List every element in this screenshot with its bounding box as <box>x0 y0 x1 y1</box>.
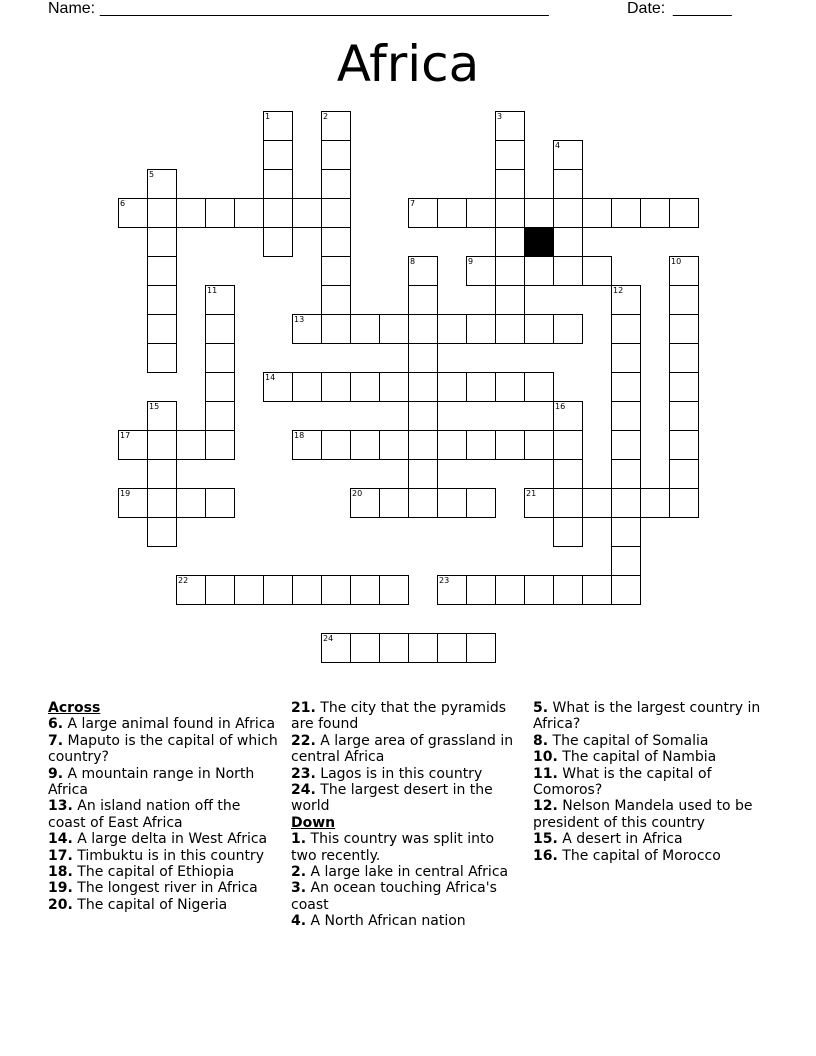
crossword-cell[interactable] <box>466 372 496 402</box>
crossword-cell[interactable] <box>553 169 583 199</box>
crossword-cell[interactable] <box>524 575 554 605</box>
clue-text: The longest river in Africa <box>77 880 258 897</box>
crossword-cell[interactable] <box>524 314 554 344</box>
crossword-cell[interactable] <box>553 459 583 489</box>
crossword-cell[interactable] <box>321 633 351 663</box>
clue-number: 9. <box>48 765 64 782</box>
crossword-cell[interactable] <box>408 401 438 431</box>
crossword-cell[interactable] <box>205 575 235 605</box>
clue-item <box>533 733 773 749</box>
blocked-cell <box>524 227 554 257</box>
crossword-cell[interactable] <box>408 285 438 315</box>
clue-text: What is the capital of Comoros? <box>533 765 712 799</box>
clue-number-label: 6 <box>120 199 126 208</box>
clue-item <box>48 716 280 732</box>
crossword-cell[interactable] <box>176 488 206 518</box>
clue-text: The capital of Morocco <box>562 847 721 864</box>
crossword-cell[interactable] <box>495 575 525 605</box>
clue-text: The largest desert in the world <box>291 782 493 815</box>
crossword-cell[interactable] <box>640 198 670 228</box>
down-clue-list-continued <box>533 700 773 864</box>
crossword-cell[interactable] <box>176 575 206 605</box>
clue-number: 15. <box>533 831 558 848</box>
clue-number: 2. <box>291 864 307 881</box>
clue-item <box>533 749 773 765</box>
clue-number: 14. <box>48 831 73 848</box>
date-label: Date: <box>627 0 666 17</box>
crossword-cell[interactable] <box>176 198 206 228</box>
crossword-cell[interactable] <box>263 169 293 199</box>
clue-number-label: 19 <box>120 489 131 498</box>
crossword-cell[interactable] <box>611 401 641 431</box>
clue-item <box>48 880 280 896</box>
name-label: Name: <box>48 0 96 17</box>
clue-number-label: 17 <box>120 431 131 440</box>
crossword-cell[interactable] <box>350 314 380 344</box>
crossword-cell[interactable] <box>205 343 235 373</box>
clue-text: What is the largest country in Africa? <box>533 700 761 733</box>
clue-text: The capital of Nambia <box>562 749 717 766</box>
clue-column-2 <box>291 700 523 930</box>
clue-number: 18. <box>48 864 73 881</box>
crossword-cell[interactable] <box>669 314 699 344</box>
clue-number: 24. <box>291 782 316 799</box>
crossword-cell[interactable] <box>408 372 438 402</box>
clue-item <box>48 798 280 831</box>
crossword-cell[interactable] <box>147 401 177 431</box>
crossword-cell[interactable] <box>321 372 351 402</box>
crossword-cell[interactable] <box>582 488 612 518</box>
crossword-cell[interactable] <box>147 227 177 257</box>
clue-number: 17. <box>48 847 73 864</box>
crossword-cell[interactable] <box>263 227 293 257</box>
clue-text: A desert in Africa <box>562 831 683 848</box>
crossword-cell[interactable] <box>611 314 641 344</box>
crossword-cell[interactable] <box>263 372 293 402</box>
crossword-cell[interactable] <box>118 488 148 518</box>
crossword-cell[interactable] <box>205 372 235 402</box>
across-clue-list <box>48 716 280 913</box>
crossword-cell[interactable] <box>466 314 496 344</box>
crossword-cell[interactable] <box>553 227 583 257</box>
clue-number: 10. <box>533 749 558 766</box>
clue-number-label: 21 <box>526 489 537 498</box>
crossword-cell[interactable] <box>669 459 699 489</box>
crossword-cell[interactable] <box>611 343 641 373</box>
clue-number-label: 2 <box>323 112 329 121</box>
crossword-cell[interactable] <box>553 401 583 431</box>
crossword-cell[interactable] <box>669 256 699 286</box>
crossword-cell[interactable] <box>611 285 641 315</box>
across-heading: Across <box>48 700 101 716</box>
clue-text: An island nation off the coast of East Africa <box>48 798 241 831</box>
crossword-cell[interactable] <box>350 430 380 460</box>
crossword-cell[interactable] <box>466 198 496 228</box>
crossword-cell[interactable] <box>147 198 177 228</box>
crossword-cell[interactable] <box>437 575 467 605</box>
clue-number-label: 8 <box>410 257 416 266</box>
page-title: Africa <box>336 35 480 93</box>
crossword-cell[interactable] <box>524 430 554 460</box>
crossword-cell[interactable] <box>321 285 351 315</box>
clue-number-label: 13 <box>294 315 305 324</box>
crossword-cell[interactable] <box>147 285 177 315</box>
clue-text: A large delta in West Africa <box>77 831 268 848</box>
crossword-cell[interactable] <box>350 575 380 605</box>
clue-item <box>533 766 773 799</box>
crossword-cell[interactable] <box>611 517 641 547</box>
clue-text: The capital of Ethiopia <box>77 864 235 881</box>
crossword-cell[interactable] <box>263 575 293 605</box>
clue-number: 8. <box>533 732 549 749</box>
crossword-cell[interactable] <box>292 372 322 402</box>
crossword-cell[interactable] <box>379 575 409 605</box>
crossword-cell[interactable] <box>553 140 583 170</box>
crossword-cell[interactable] <box>466 633 496 663</box>
crossword-cell[interactable] <box>466 430 496 460</box>
clue-text: Nelson Mandela used to be president of this country <box>533 798 753 831</box>
clue-item <box>291 700 523 733</box>
crossword-cell[interactable] <box>379 633 409 663</box>
clue-item <box>291 831 523 864</box>
clue-number-label: 4 <box>555 141 561 150</box>
clue-text: Maputo is the capital of which country? <box>48 732 278 766</box>
crossword-cell[interactable] <box>321 227 351 257</box>
clue-number: 1. <box>291 831 307 848</box>
clue-number: 13. <box>48 798 73 815</box>
crossword-cell[interactable] <box>466 488 496 518</box>
clue-number-label: 3 <box>497 112 503 121</box>
crossword-cell[interactable] <box>466 256 496 286</box>
crossword-cell[interactable] <box>350 372 380 402</box>
clue-number-label: 18 <box>294 431 305 440</box>
clue-text: A mountain range in North Africa <box>48 765 255 799</box>
clue-item <box>291 733 523 766</box>
crossword-cell[interactable] <box>321 140 351 170</box>
crossword-cell[interactable] <box>350 488 380 518</box>
crossword-cell[interactable] <box>553 575 583 605</box>
crossword-cell[interactable] <box>437 198 467 228</box>
crossword-cell[interactable] <box>611 488 641 518</box>
clue-number-label: 1 <box>265 112 271 121</box>
crossword-cell[interactable] <box>147 314 177 344</box>
crossword-cell[interactable] <box>524 488 554 518</box>
crossword-cell[interactable] <box>118 198 148 228</box>
crossword-cell[interactable] <box>118 430 148 460</box>
clue-item <box>291 864 523 880</box>
crossword-cell[interactable] <box>669 401 699 431</box>
crossword-cell[interactable] <box>669 372 699 402</box>
crossword-cell[interactable] <box>379 314 409 344</box>
clue-column-1 <box>48 700 280 913</box>
crossword-cell[interactable] <box>321 314 351 344</box>
crossword-cell[interactable] <box>292 430 322 460</box>
clue-number: 20. <box>48 896 73 913</box>
crossword-cell[interactable] <box>582 256 612 286</box>
crossword-cell[interactable] <box>553 488 583 518</box>
crossword-cell[interactable] <box>408 430 438 460</box>
crossword-cell[interactable] <box>408 459 438 489</box>
crossword-cell[interactable] <box>553 430 583 460</box>
down-heading: Down <box>291 814 336 831</box>
crossword-cell[interactable] <box>437 633 467 663</box>
clue-number-label: 11 <box>207 286 218 295</box>
crossword-cell[interactable] <box>437 314 467 344</box>
crossword-cell[interactable] <box>408 314 438 344</box>
crossword-cell[interactable] <box>553 314 583 344</box>
crossword-cell[interactable] <box>611 459 641 489</box>
crossword-cell[interactable] <box>495 285 525 315</box>
clue-number-label: 12 <box>613 286 624 295</box>
clue-text: The city that the pyramids are found <box>291 700 507 733</box>
crossword-cell[interactable] <box>205 314 235 344</box>
crossword-cell[interactable] <box>495 314 525 344</box>
crossword-cell[interactable] <box>379 488 409 518</box>
across-clue-list-continued <box>291 700 523 815</box>
crossword-cell[interactable] <box>466 575 496 605</box>
clue-text: A large area of grassland in central Africa <box>291 732 514 766</box>
date-blank[interactable]: _______ <box>673 0 732 17</box>
crossword-cell[interactable] <box>205 430 235 460</box>
crossword-cell[interactable] <box>408 343 438 373</box>
clue-number: 21. <box>291 700 316 716</box>
clue-item <box>48 848 280 864</box>
crossword-cell[interactable] <box>321 575 351 605</box>
clue-number: 6. <box>48 716 64 733</box>
crossword-cell[interactable] <box>234 198 264 228</box>
clue-item <box>48 831 280 847</box>
crossword-cell[interactable] <box>205 488 235 518</box>
crossword-cell[interactable] <box>147 343 177 373</box>
clue-number: 3. <box>291 880 307 897</box>
crossword-cell[interactable] <box>408 198 438 228</box>
clue-number-label: 20 <box>352 489 363 498</box>
clue-text: The capital of Nigeria <box>77 896 228 913</box>
clue-text: A large lake in central Africa <box>310 864 509 881</box>
crossword-cell[interactable] <box>292 198 322 228</box>
crossword-cell[interactable] <box>147 430 177 460</box>
clue-number-label: 23 <box>439 576 450 585</box>
clue-number: 11. <box>533 765 558 782</box>
crossword-cell[interactable] <box>524 198 554 228</box>
crossword-cell[interactable] <box>263 111 293 141</box>
crossword-cell[interactable] <box>611 546 641 576</box>
clue-number: 22. <box>291 732 316 749</box>
clue-number: 5. <box>533 700 549 716</box>
clue-item <box>48 897 280 913</box>
crossword-cell[interactable] <box>263 140 293 170</box>
crossword-cell[interactable] <box>408 633 438 663</box>
crossword-cell[interactable] <box>292 314 322 344</box>
clue-number: 12. <box>533 798 558 815</box>
crossword-cell[interactable] <box>321 256 351 286</box>
crossword-cell[interactable] <box>321 198 351 228</box>
crossword-cell[interactable] <box>379 430 409 460</box>
crossword-cell[interactable] <box>205 198 235 228</box>
crossword-cell[interactable] <box>408 256 438 286</box>
clue-item <box>291 913 523 929</box>
clue-item <box>533 700 773 733</box>
clue-number-label: 10 <box>671 257 682 266</box>
clue-item <box>533 798 773 831</box>
clue-text: Lagos is in this country <box>320 765 483 782</box>
crossword-cell[interactable] <box>234 575 264 605</box>
clue-text: A North African nation <box>310 913 466 930</box>
crossword-cell[interactable] <box>379 372 409 402</box>
crossword-cell[interactable] <box>495 111 525 141</box>
name-blank[interactable]: ______________________________________________________ <box>100 0 549 17</box>
crossword-cell[interactable] <box>437 430 467 460</box>
clue-text: This country was split into two recently. <box>291 831 495 864</box>
clue-number: 16. <box>533 847 558 864</box>
clue-item <box>291 766 523 782</box>
crossword-cell[interactable] <box>669 198 699 228</box>
clue-number: 19. <box>48 880 73 897</box>
clue-number: 4. <box>291 913 307 930</box>
crossword-cell[interactable] <box>205 285 235 315</box>
crossword-cell[interactable] <box>321 430 351 460</box>
crossword-cell[interactable] <box>611 430 641 460</box>
crossword-cell[interactable] <box>611 575 641 605</box>
clue-number-label: 14 <box>265 373 276 382</box>
crossword-cell[interactable] <box>524 372 554 402</box>
clue-text: An ocean touching Africa's coast <box>291 880 497 913</box>
crossword-cell[interactable] <box>553 198 583 228</box>
crossword-cell[interactable] <box>321 111 351 141</box>
clue-number: 7. <box>48 732 64 749</box>
clue-number-label: 16 <box>555 402 566 411</box>
clue-number: 23. <box>291 765 316 782</box>
crossword-cell[interactable] <box>553 256 583 286</box>
crossword-cell[interactable] <box>611 372 641 402</box>
clue-number-label: 24 <box>323 634 334 643</box>
crossword-cell[interactable] <box>669 488 699 518</box>
clue-item <box>533 831 773 847</box>
down-clue-list <box>291 831 523 929</box>
crossword-cell[interactable] <box>495 169 525 199</box>
crossword-cell[interactable] <box>553 517 583 547</box>
crossword-cell[interactable] <box>524 256 554 286</box>
crossword-cell[interactable] <box>350 633 380 663</box>
crossword-cell[interactable] <box>147 517 177 547</box>
crossword-cell[interactable] <box>437 488 467 518</box>
crossword-cell[interactable] <box>408 488 438 518</box>
crossword-cell[interactable] <box>611 198 641 228</box>
crossword-cell[interactable] <box>147 488 177 518</box>
crossword-cell[interactable] <box>205 401 235 431</box>
crossword-cell[interactable] <box>147 459 177 489</box>
crossword-cell[interactable] <box>669 430 699 460</box>
crossword-cell[interactable] <box>292 575 322 605</box>
crossword-cell[interactable] <box>495 140 525 170</box>
crossword-cell[interactable] <box>147 256 177 286</box>
crossword-cell[interactable] <box>640 488 670 518</box>
clue-item <box>48 766 280 799</box>
crossword-cell[interactable] <box>669 343 699 373</box>
crossword-cell[interactable] <box>321 169 351 199</box>
crossword-cell[interactable] <box>669 285 699 315</box>
clue-text: A large animal found in Africa <box>67 716 276 733</box>
crossword-cell[interactable] <box>495 256 525 286</box>
clue-item <box>48 864 280 880</box>
clue-number-label: 15 <box>149 402 160 411</box>
clue-text: Timbuktu is in this country <box>77 847 264 864</box>
crossword-cell[interactable] <box>263 198 293 228</box>
clue-number-label: 22 <box>178 576 189 585</box>
clue-item <box>533 848 773 864</box>
clue-number-label: 7 <box>410 199 416 208</box>
crossword-cell[interactable] <box>176 430 206 460</box>
crossword-cell[interactable] <box>582 198 612 228</box>
clue-column-3 <box>533 700 773 864</box>
crossword-cell[interactable] <box>582 575 612 605</box>
clue-item <box>291 782 523 815</box>
clue-text: The capital of Somalia <box>552 732 709 749</box>
crossword-cell[interactable] <box>495 227 525 257</box>
crossword-cell[interactable] <box>437 372 467 402</box>
crossword-cell[interactable] <box>495 430 525 460</box>
crossword-cell[interactable] <box>495 372 525 402</box>
crossword-cell[interactable] <box>147 169 177 199</box>
clue-item <box>48 733 280 766</box>
clue-number-label: 5 <box>149 170 155 179</box>
clue-item <box>291 880 523 913</box>
crossword-cell[interactable] <box>495 198 525 228</box>
clue-number-label: 9 <box>468 257 474 266</box>
